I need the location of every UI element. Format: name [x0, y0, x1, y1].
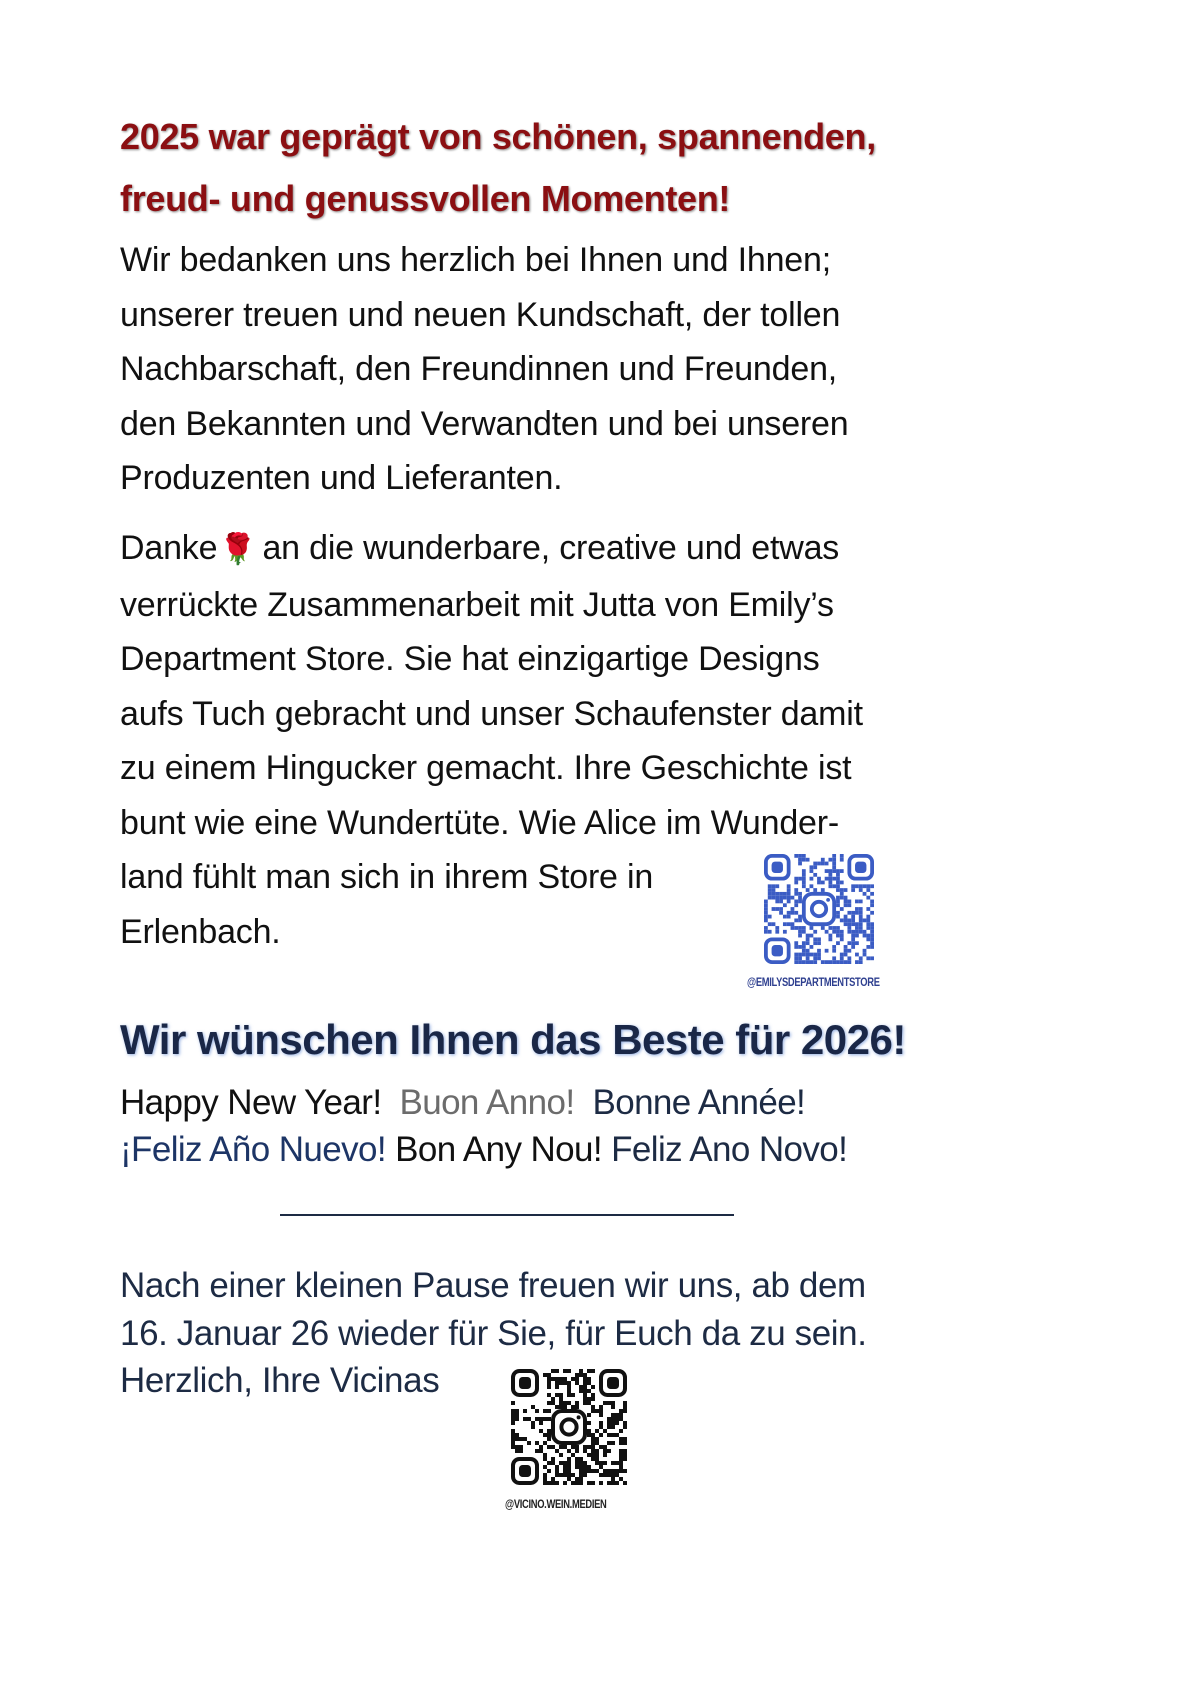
instagram-handle-emilys: @EMILYSDEPARTMENTSTORE [747, 975, 880, 989]
qr-finder-pattern [513, 1459, 537, 1483]
signature-line: Herzlich, Ihre Vicinas [120, 1361, 440, 1400]
instagram-handle-vicino: @VICINO.WEIN.MEDIEN [505, 1497, 607, 1511]
qr-code-graphic [764, 854, 874, 964]
qr-finder-pattern [513, 1371, 537, 1395]
paragraph-line: land fühlt man sich in ihrem Store in [120, 858, 654, 896]
greetings-line-2 [120, 1127, 1020, 1173]
greeting-english: Happy New Year! [120, 1083, 382, 1122]
headline [120, 106, 1020, 230]
rose-icon: 🌹 [219, 533, 257, 566]
greetings-line-1 [120, 1080, 1020, 1126]
divider-line [280, 1214, 734, 1216]
qr-finder-pattern [601, 1371, 625, 1395]
instagram-icon [553, 1411, 585, 1443]
closing-line: Nach einer kleinen Pause freuen wir uns, ab dem [120, 1266, 866, 1305]
thanks-paragraph [120, 233, 980, 506]
paragraph-line: bunt wie eine Wundertüte. Wie Alice im Wunder- [120, 803, 839, 842]
paragraph-line [120, 521, 980, 578]
qr-finder-pattern [766, 856, 789, 879]
wishes-heading: Wir wünschen Ihnen das Beste für 2026! [120, 1016, 906, 1063]
paragraph-line: Department Store. Sie hat einzigartige Designs [120, 640, 820, 678]
paragraph-line: unserer treuen und neuen Kundschaft, der tollen [120, 295, 841, 334]
qr-finder-pattern [766, 939, 789, 962]
headline-line-1: 2025 war geprägt von schönen, spannenden, [120, 116, 876, 157]
paragraph-line: Wir bedanken uns herzlich bei Ihnen und Ihnen; [120, 241, 831, 279]
greeting-spanish: ¡Feliz Año Nuevo! [120, 1130, 387, 1169]
instagram-icon [804, 894, 834, 924]
greeting-portuguese: Feliz Ano Novo! [611, 1130, 848, 1169]
headline-line-2: freud- und genussvollen Momenten! [120, 178, 731, 219]
paragraph-line: zu einem Hingucker gemacht. Ihre Geschichte ist [120, 749, 852, 787]
greeting-catalan: Bon Any Nou! [395, 1130, 603, 1169]
paragraph-line: verrückte Zusammenarbeit mit Jutta von Emily’s [120, 585, 834, 624]
qr-finder-pattern [849, 856, 872, 879]
greeting-french: Bonne Année! [592, 1083, 806, 1122]
closing-line: 16. Januar 26 wieder für Sie, für Euch da zu sein. [120, 1313, 867, 1353]
qr-code-emilys[interactable] [764, 854, 874, 964]
paragraph-line: aufs Tuch gebracht und unser Schaufenster damit [120, 694, 863, 733]
paragraph-line-rest: an die wunderbare, creative und etwas [262, 529, 840, 567]
paragraph-line: Erlenbach. [120, 912, 281, 951]
paragraph-line: den Bekannten und Verwandten und bei unseren [120, 404, 849, 443]
paragraph-line: Nachbarschaft, den Freundinnen und Freunden, [120, 350, 838, 388]
qr-code-vicino[interactable] [511, 1369, 627, 1485]
qr-code-graphic [511, 1369, 627, 1485]
danke-word: Danke [120, 529, 218, 567]
greeting-italian: Buon Anno! [399, 1083, 575, 1122]
paragraph-line: Produzenten und Lieferanten. [120, 459, 563, 497]
